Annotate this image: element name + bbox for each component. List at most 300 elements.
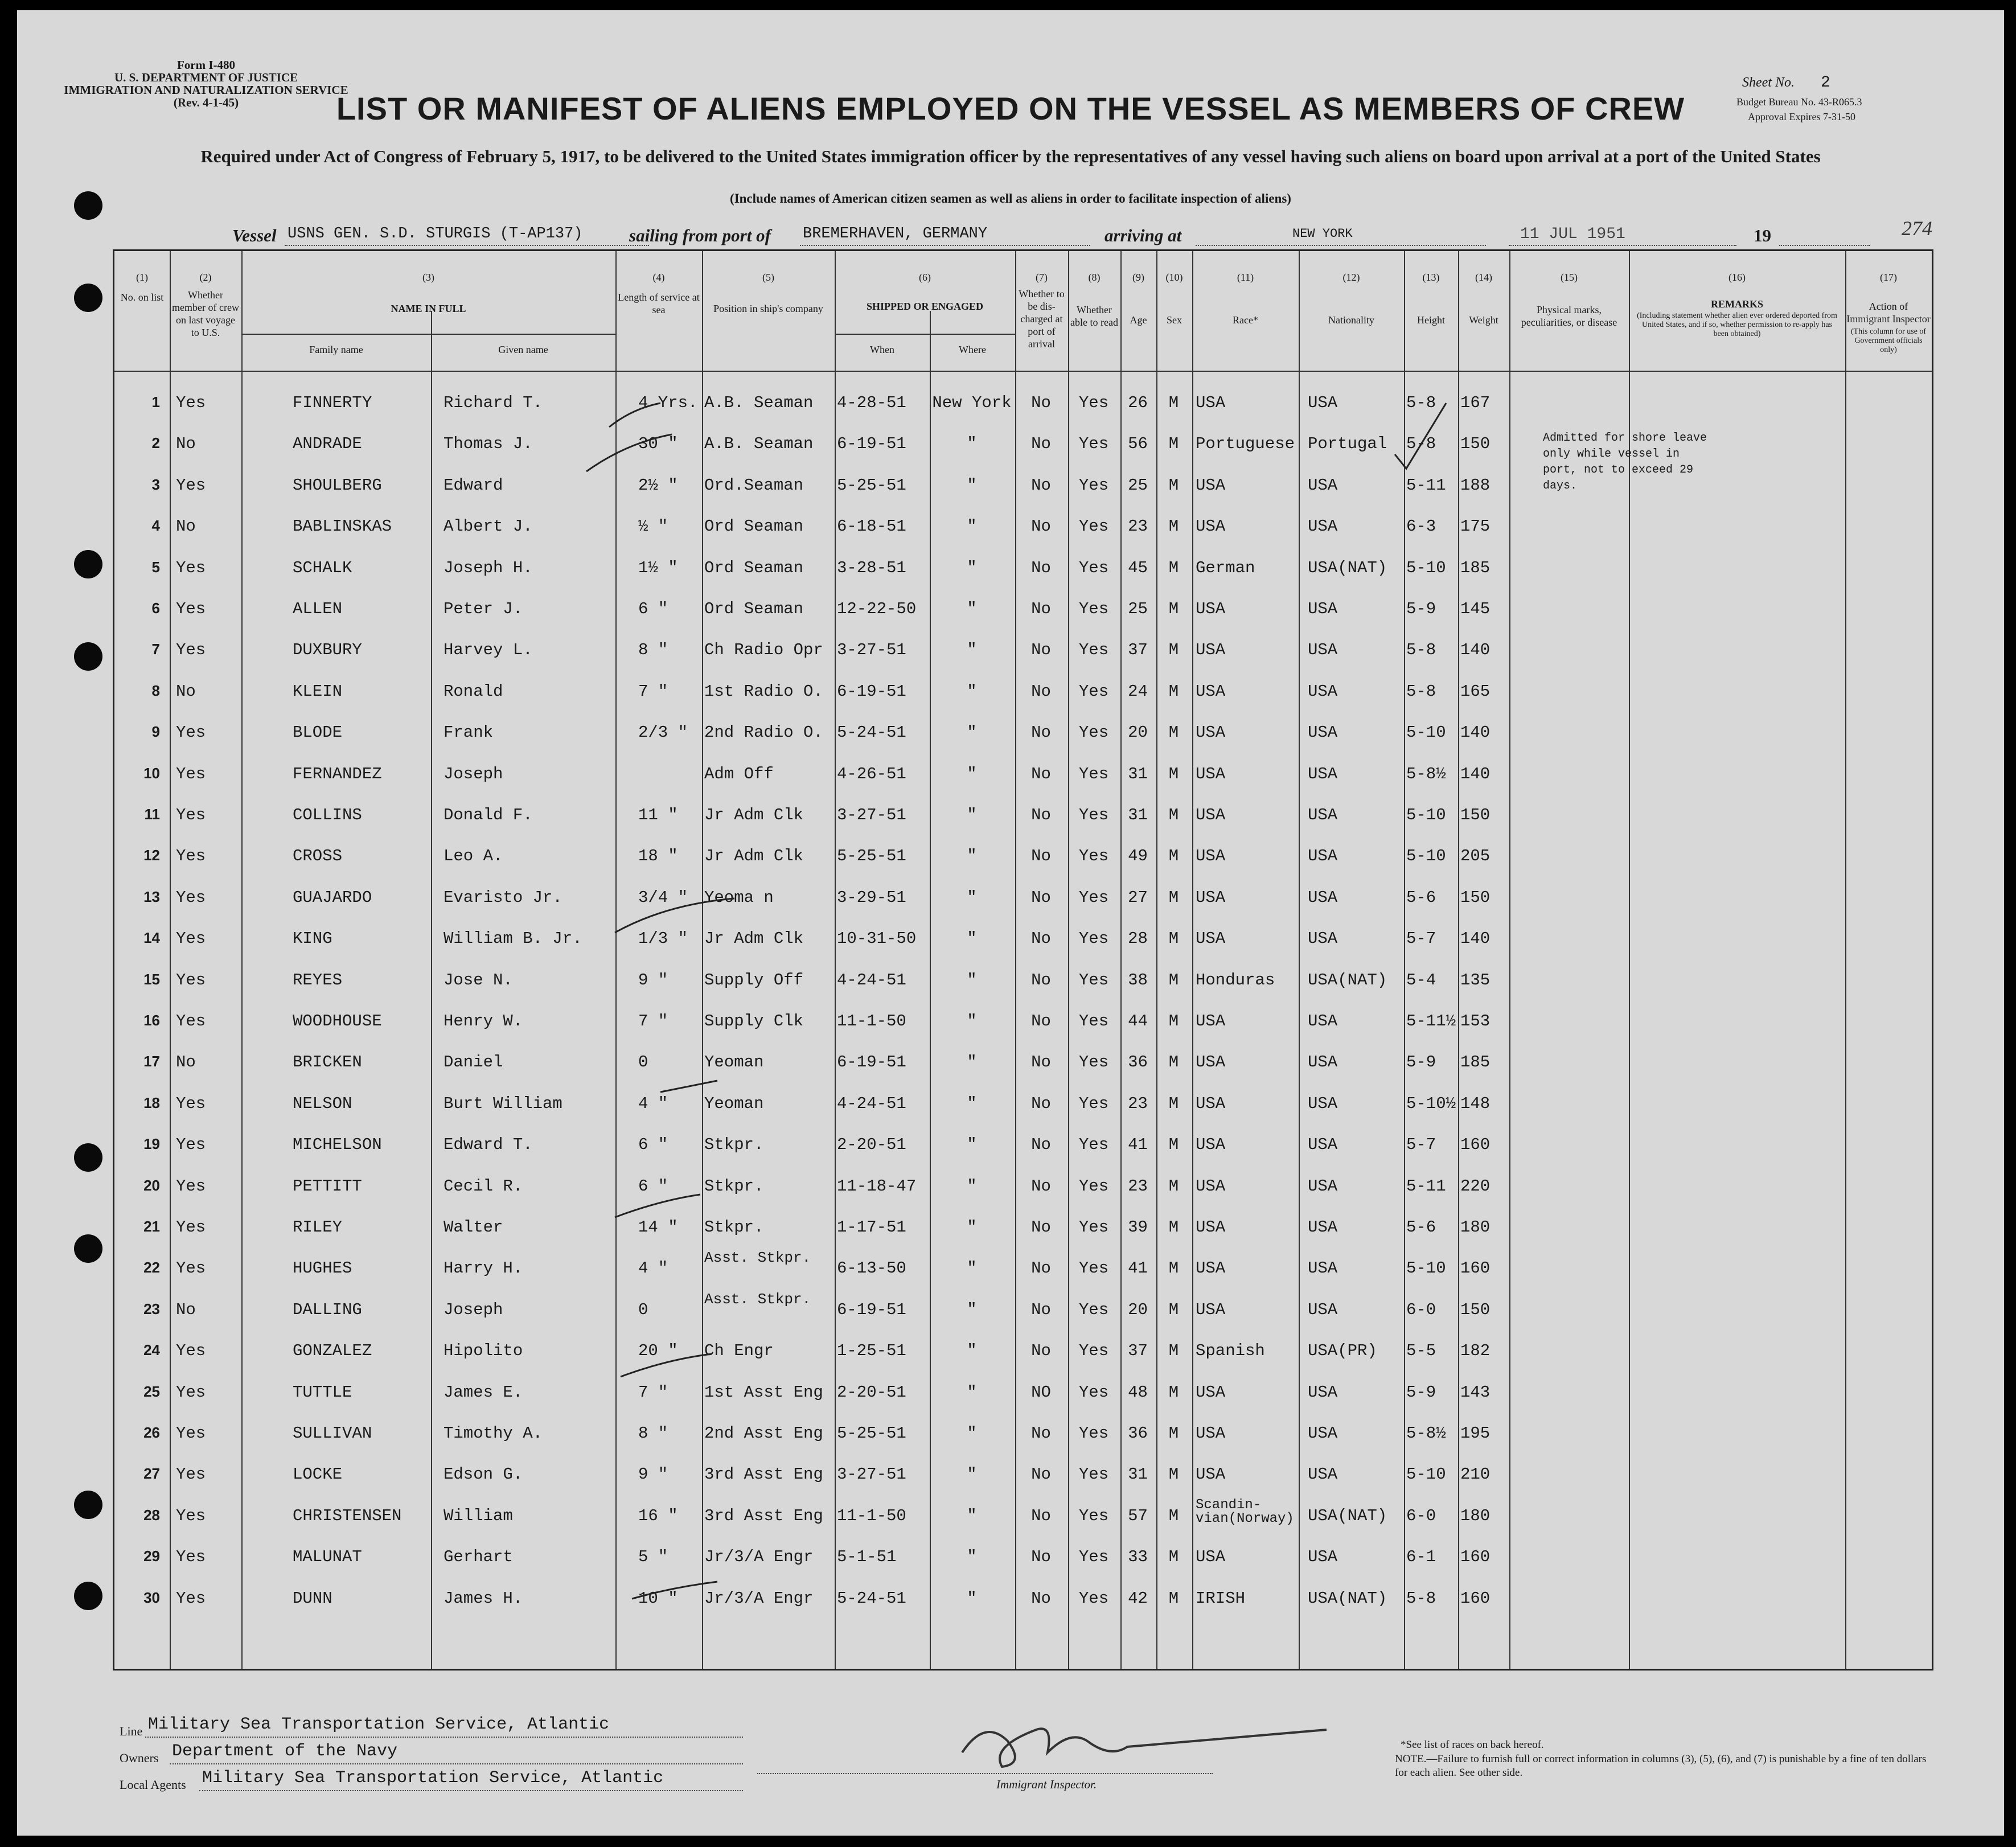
row-number: 3: [151, 475, 160, 493]
cell-age: 24: [1128, 682, 1148, 701]
cell-sex: M: [1168, 1589, 1179, 1608]
cell-race: Portuguese: [1196, 434, 1295, 454]
cell-where: ": [967, 847, 977, 866]
cell-nat: USA(NAT): [1308, 970, 1387, 990]
colnum: (14): [1475, 272, 1492, 283]
cell-family: BABLINSKAS: [293, 517, 392, 536]
cell-sex: M: [1168, 517, 1179, 536]
cell-weight: 140: [1460, 723, 1491, 742]
arriving-label: arriving at: [1105, 225, 1182, 245]
cell-nat: USA: [1308, 1094, 1338, 1113]
cell-where: ": [967, 929, 977, 949]
cell-sex: M: [1168, 1424, 1179, 1443]
cell-sex: M: [1168, 764, 1179, 783]
cell-height: 5-7: [1406, 1135, 1436, 1155]
approval-expires: Approval Expires 7-31-50: [1748, 111, 1855, 122]
sheet-label: Sheet No.: [1742, 75, 1795, 90]
cell-disch: No: [1031, 764, 1051, 783]
cell-prev: Yes: [176, 929, 206, 949]
cell-where: ": [967, 641, 977, 660]
cell-nat: USA: [1308, 1548, 1338, 1567]
cell-read: Yes: [1078, 1053, 1109, 1072]
cell-disch: No: [1031, 1218, 1051, 1237]
cell-sex: M: [1168, 1218, 1179, 1237]
cell-sex: M: [1168, 929, 1179, 949]
cell-given: Joseph: [444, 1300, 503, 1319]
cell-family: TUTTLE: [293, 1382, 352, 1402]
cell-prev: No: [176, 1300, 196, 1319]
row-number: 30: [143, 1589, 160, 1606]
cell-given: James H.: [444, 1589, 523, 1608]
cell-race: USA: [1196, 847, 1226, 866]
cell-weight: 185: [1460, 1053, 1491, 1072]
cell-age: 44: [1128, 1012, 1148, 1031]
cell-prev: No: [176, 517, 196, 536]
cell-height: 5-10: [1406, 847, 1446, 866]
form-number: Form I-480: [176, 58, 236, 72]
cell-prev: Yes: [176, 1259, 206, 1278]
cell-weight: 210: [1460, 1465, 1491, 1484]
cell-age: 25: [1128, 475, 1148, 495]
cell-disch: No: [1031, 847, 1051, 866]
cell-position: Supply Off: [704, 970, 804, 990]
row-number: 27: [143, 1465, 160, 1483]
colnum: (16): [1728, 272, 1746, 283]
row-number: 15: [143, 970, 160, 988]
cell-read: Yes: [1078, 1218, 1109, 1237]
cell-height: 5-5: [1406, 1341, 1436, 1361]
cell-disch: No: [1031, 1589, 1051, 1608]
cell-nat: USA: [1308, 764, 1338, 783]
cell-sex: M: [1168, 600, 1179, 618]
line-label: Line: [120, 1724, 143, 1738]
header-race: Race*: [1233, 314, 1258, 326]
cell-race: USA: [1196, 641, 1226, 660]
cell-age: 56: [1128, 434, 1148, 454]
cell-family: FINNERTY: [293, 393, 372, 412]
cell-race: USA: [1196, 682, 1226, 701]
cell-given: Joseph: [444, 764, 503, 783]
cell-position: Jr Adm Clk: [704, 929, 804, 949]
cell-race: USA: [1196, 517, 1226, 536]
cell-weight: 185: [1460, 558, 1491, 577]
cell-nat: USA: [1308, 393, 1338, 412]
cell-height: 5-7: [1406, 929, 1436, 949]
header-height: Height: [1417, 314, 1445, 326]
cell-weight: 205: [1460, 847, 1491, 866]
cell-prev: Yes: [176, 558, 206, 577]
cell-service: 6 ": [638, 1176, 668, 1196]
cell-disch: No: [1031, 682, 1051, 701]
cell-nat: USA: [1308, 847, 1338, 866]
cell-race: USA: [1196, 1424, 1226, 1443]
cell-weight: 160: [1460, 1589, 1491, 1608]
cell-age: 49: [1128, 847, 1148, 866]
cell-sex: M: [1168, 1300, 1179, 1319]
sheet-value: 2: [1820, 74, 1830, 92]
cell-height: 5-6: [1406, 888, 1436, 907]
cell-age: 23: [1128, 1094, 1148, 1113]
cell-prev: Yes: [176, 1135, 206, 1155]
colnum: (5): [762, 272, 774, 283]
cell-family: HUGHES: [293, 1259, 352, 1278]
cell-height: 5-11: [1406, 475, 1446, 495]
cell-family: DUNN: [293, 1589, 332, 1608]
cell-disch: No: [1031, 929, 1051, 949]
cell-race: IRISH: [1196, 1589, 1246, 1608]
cell-age: 45: [1128, 558, 1148, 577]
cell-position: Ch Engr: [704, 1341, 774, 1361]
cell-service: 0: [638, 1300, 648, 1319]
cell-height: 5-8: [1406, 1589, 1436, 1608]
cell-when: 2-20-51: [837, 1382, 906, 1402]
cell-disch: No: [1031, 641, 1051, 660]
row-number: 28: [143, 1506, 160, 1524]
cell-service: 4 Yrs.: [638, 393, 698, 412]
cell-height: 5-8: [1406, 393, 1436, 412]
cell-family: CHRISTENSEN: [293, 1506, 402, 1525]
cell-when: 5-1-51: [837, 1548, 897, 1567]
cell-disch: No: [1031, 1012, 1051, 1031]
cell-weight: 150: [1460, 434, 1491, 454]
cell-where: ": [967, 1094, 977, 1113]
cell-weight: 220: [1460, 1176, 1491, 1196]
cell-age: 20: [1128, 723, 1148, 742]
cell-height: 5-9: [1406, 1053, 1436, 1072]
cell-nat: USA: [1308, 806, 1338, 824]
cell-prev: Yes: [176, 970, 206, 990]
row-number: 17: [143, 1053, 160, 1070]
cell-when: 6-19-51: [837, 682, 906, 701]
cell-given: Thomas J.: [444, 434, 533, 454]
header-given-name: Given name: [498, 344, 548, 355]
cell-nat: USA(PR): [1308, 1341, 1377, 1361]
cell-family: DALLING: [293, 1300, 362, 1319]
cell-age: 41: [1128, 1135, 1148, 1155]
row-number: 14: [143, 929, 160, 947]
row-number: 19: [143, 1135, 160, 1153]
cell-read: Yes: [1078, 764, 1109, 783]
cell-disch: No: [1031, 888, 1051, 907]
cell-prev: Yes: [176, 1589, 206, 1608]
cell-disch: No: [1031, 1094, 1051, 1113]
cell-family: DUXBURY: [293, 641, 362, 660]
cell-prev: No: [176, 682, 196, 701]
cell-where: New York: [932, 393, 1012, 412]
colnum: (12): [1342, 272, 1360, 283]
cell-given: Edward: [444, 475, 503, 495]
row-number: 5: [151, 558, 160, 576]
cell-weight: 153: [1460, 1012, 1491, 1031]
cell-height: 5-8: [1406, 641, 1436, 660]
cell-age: 23: [1128, 1176, 1148, 1196]
cell-where: ": [967, 1424, 977, 1443]
cell-position: Ch Radio Opr: [704, 641, 823, 660]
cell-prev: Yes: [176, 847, 206, 866]
cell-race: USA: [1196, 1300, 1226, 1319]
cell-sex: M: [1168, 888, 1179, 907]
cell-where: ": [967, 1176, 977, 1196]
cell-sex: M: [1168, 1259, 1179, 1278]
cell-race: Honduras: [1196, 970, 1275, 990]
inspector-label: Immigrant Inspector.: [996, 1778, 1097, 1791]
cell-race: Scandin-vian(Norway): [1196, 1498, 1294, 1526]
cell-given: Cecil R.: [444, 1176, 523, 1196]
cell-family: RILEY: [293, 1218, 343, 1237]
colnum: (10): [1165, 272, 1183, 283]
cell-height: 5-8½: [1406, 764, 1446, 783]
cell-race: USA: [1196, 1176, 1226, 1196]
owners-label: Owners: [120, 1751, 159, 1765]
cell-weight: 148: [1460, 1094, 1491, 1113]
cell-age: 31: [1128, 764, 1148, 783]
cell-when: 6-19-51: [837, 434, 906, 454]
races-note: *See list of races on back hereof.: [1401, 1739, 1544, 1751]
cell-sex: M: [1168, 1341, 1179, 1361]
cell-when: 11-1-50: [837, 1012, 906, 1031]
header-action-sub: (This column for use of Government officials only): [1850, 327, 1927, 354]
header-no: No. on list: [120, 292, 164, 303]
cell-read: Yes: [1078, 1548, 1109, 1567]
cell-family: CROSS: [293, 847, 343, 866]
cell-read: Yes: [1078, 517, 1109, 536]
department: U. S. DEPARTMENT OF JUSTICE: [114, 71, 298, 84]
cell-age: 37: [1128, 1341, 1148, 1361]
cell-race: USA: [1196, 393, 1226, 412]
cell-age: 38: [1128, 970, 1148, 990]
cell-where: ": [967, 888, 977, 907]
cell-where: ": [967, 1300, 977, 1319]
cell-sex: M: [1168, 1506, 1179, 1525]
cell-weight: 180: [1460, 1218, 1491, 1237]
header-sex: Sex: [1167, 314, 1182, 326]
cell-where: ": [967, 1218, 977, 1237]
cell-sex: M: [1168, 641, 1179, 660]
cell-race: USA: [1196, 764, 1226, 783]
cell-age: 31: [1128, 1465, 1148, 1484]
cell-given: Joseph H.: [444, 558, 533, 577]
cell-prev: Yes: [176, 1465, 206, 1484]
cell-position: Supply Clk: [704, 1012, 804, 1031]
cell-nat: USA: [1308, 1053, 1338, 1072]
cell-service: 4 ": [638, 1094, 668, 1113]
cell-read: Yes: [1078, 847, 1109, 866]
cell-service: 9 ": [638, 970, 668, 990]
cell-sex: M: [1168, 1135, 1179, 1155]
year-label: 19: [1754, 225, 1771, 245]
cell-weight: 160: [1460, 1548, 1491, 1567]
cell-family: SCHALK: [293, 558, 352, 577]
cell-service: 8 ": [638, 1424, 668, 1443]
cell-position: Yeoman: [704, 1053, 764, 1072]
cell-read: Yes: [1078, 1424, 1109, 1443]
cell-disch: No: [1031, 558, 1051, 577]
cell-service: 11 ": [638, 806, 678, 824]
cell-weight: 150: [1460, 806, 1491, 824]
cell-family: BLODE: [293, 723, 343, 742]
cell-when: 1-17-51: [837, 1218, 906, 1237]
cell-position: Stkpr.: [704, 1218, 764, 1237]
cell-sex: M: [1168, 1176, 1179, 1196]
cell-race: German: [1196, 558, 1255, 577]
cell-age: 23: [1128, 517, 1148, 536]
colnum: (3): [422, 272, 434, 283]
cell-read: Yes: [1078, 1589, 1109, 1608]
cell-nat: USA: [1308, 1176, 1338, 1196]
cell-prev: No: [176, 434, 196, 454]
cell-family: WOODHOUSE: [293, 1012, 382, 1031]
cell-given: Evaristo Jr.: [444, 888, 562, 907]
cell-given: Harry H.: [444, 1259, 523, 1278]
cell-age: 37: [1128, 641, 1148, 660]
cell-service: 18 ": [638, 847, 678, 866]
cell-family: REYES: [293, 970, 343, 990]
row-number: 6: [151, 600, 160, 617]
colnum: (7): [1036, 272, 1048, 283]
cell-nat: USA: [1308, 1012, 1338, 1031]
cell-family: KING: [293, 929, 332, 949]
header-family-name: Family name: [309, 344, 363, 355]
cell-read: Yes: [1078, 1135, 1109, 1155]
cell-family: BRICKEN: [293, 1053, 362, 1072]
cell-when: 5-24-51: [837, 1589, 906, 1608]
cell-race: Spanish: [1196, 1341, 1265, 1361]
cell-race: USA: [1196, 1094, 1226, 1113]
cell-given: Gerhart: [444, 1548, 513, 1567]
cell-read: Yes: [1078, 929, 1109, 949]
cell-family: PETTITT: [293, 1176, 362, 1196]
cell-height: 5-8: [1406, 434, 1436, 454]
cell-age: 20: [1128, 1300, 1148, 1319]
cell-position: 2nd Asst Eng: [704, 1424, 823, 1443]
cell-read: Yes: [1078, 888, 1109, 907]
cell-height: 5-9: [1406, 1382, 1436, 1402]
cell-family: COLLINS: [293, 806, 362, 824]
cell-height: 5-10: [1406, 1259, 1446, 1278]
vessel-name: USNS GEN. S.D. STURGIS (T-AP137): [288, 225, 583, 243]
cell-where: ": [967, 806, 977, 824]
cell-family: ANDRADE: [293, 434, 362, 454]
cell-disch: No: [1031, 1176, 1051, 1196]
cell-sex: M: [1168, 1012, 1179, 1031]
sailing-label: sailing from port of: [629, 225, 771, 245]
cell-age: 26: [1128, 393, 1148, 412]
cell-age: 33: [1128, 1548, 1148, 1567]
cell-position: Ord.Seaman: [704, 475, 804, 495]
cell-position: Yeoman: [704, 1094, 764, 1113]
cell-where: ": [967, 1382, 977, 1402]
cell-position: 1st Radio O.: [704, 682, 823, 701]
service-name: IMMIGRATION AND NATURALIZATION SERVICE: [64, 83, 348, 97]
cell-position: Yeoma n: [704, 888, 774, 907]
owners-value: Department of the Navy: [172, 1742, 398, 1761]
cell-read: Yes: [1078, 600, 1109, 618]
cell-service: ½ ": [638, 517, 668, 536]
cell-service: 5 ": [638, 1548, 668, 1567]
penalty-note: NOTE.—Failure to furnish full or correct information in columns (3), (5), (6), and (7) is punishable by a fine of ten dollars for each alien. See other side.: [1395, 1753, 1927, 1779]
cell-family: NELSON: [293, 1094, 352, 1113]
required-text: Required under Act of Congress of February 5, 1917, to be delivered to the United States immigration officer by the representatives of any vessel having such aliens on board upon arrival at a port of the United States: [200, 146, 1821, 166]
cell-where: ": [967, 1053, 977, 1072]
cell-nat: USA: [1308, 1259, 1338, 1278]
cell-prev: Yes: [176, 641, 206, 660]
cell-prev: Yes: [176, 393, 206, 412]
cell-disch: No: [1031, 1300, 1051, 1319]
cell-read: Yes: [1078, 1341, 1109, 1361]
cell-sex: M: [1168, 723, 1179, 742]
row-number: 26: [143, 1424, 160, 1441]
row-number: 22: [143, 1259, 160, 1277]
header-discharged: Whether to be dis-charged at port of arrival: [1019, 288, 1065, 350]
cell-given: William B. Jr.: [444, 929, 582, 949]
cell-read: Yes: [1078, 434, 1109, 454]
header-position: Position in ship's company: [713, 303, 823, 314]
row-number: 24: [143, 1341, 160, 1359]
row-number: 16: [143, 1012, 160, 1029]
inspector-signature: [939, 1707, 1338, 1775]
header-able-read: Whether able to read: [1070, 304, 1118, 328]
cell-service: 2/3 ": [638, 723, 688, 742]
cell-position: Stkpr.: [704, 1135, 764, 1155]
cell-where: ": [967, 600, 977, 618]
cell-when: 2-20-51: [837, 1135, 906, 1155]
cell-weight: 180: [1460, 1506, 1491, 1525]
agents-label: Local Agents: [120, 1778, 186, 1792]
cell-family: FERNANDEZ: [293, 764, 382, 783]
row-number: 9: [151, 723, 160, 741]
page-title: LIST OR MANIFEST OF ALIENS EMPLOYED ON THE VESSEL AS MEMBERS OF CREW: [336, 91, 1685, 126]
cell-prev: Yes: [176, 475, 206, 495]
cell-position: Ord Seaman: [704, 517, 804, 536]
cell-age: 31: [1128, 806, 1148, 824]
header-physical: Physical marks, peculiarities, or disease: [1521, 304, 1617, 328]
cell-height: 5-10: [1406, 806, 1446, 824]
cell-disch: No: [1031, 1548, 1051, 1567]
cell-position: Ord Seaman: [704, 600, 804, 618]
cell-given: Peter J.: [444, 600, 523, 618]
cell-weight: 175: [1460, 517, 1491, 536]
row-number: 21: [143, 1218, 160, 1235]
cell-when: 11-18-47: [837, 1176, 917, 1196]
cell-weight: 150: [1460, 888, 1491, 907]
cell-disch: No: [1031, 1506, 1051, 1525]
cell-when: 6-13-50: [837, 1259, 906, 1278]
cell-position: Asst. Stkpr.: [704, 1251, 811, 1265]
cell-position: 1st Asst Eng: [704, 1382, 823, 1402]
cell-disch: No: [1031, 1424, 1051, 1443]
cell-service: 6 ": [638, 600, 668, 618]
cell-nat: USA: [1308, 1135, 1338, 1155]
cell-where: ": [967, 764, 977, 783]
cell-age: 28: [1128, 929, 1148, 949]
cell-race: USA: [1196, 1135, 1226, 1155]
cell-when: 3-29-51: [837, 888, 906, 907]
cell-service: 7 ": [638, 1382, 668, 1402]
cell-height: 5-10½: [1406, 1094, 1456, 1113]
arrival-date-stamp: 11 JUL 1951: [1520, 225, 1625, 243]
cell-age: 36: [1128, 1053, 1148, 1072]
cell-weight: 140: [1460, 929, 1491, 949]
row-number: 8: [151, 682, 160, 699]
row-number: 1: [151, 393, 160, 411]
cell-nat: USA: [1308, 682, 1338, 701]
cell-service: 4 ": [638, 1259, 668, 1278]
cell-sex: M: [1168, 1094, 1179, 1113]
header-remarks-sub: (Including statement whether alien ever ordered deported from United States, and if so, whether permission to re-apply has been obtained): [1637, 311, 1837, 338]
cell-service: 2½ ": [638, 475, 678, 495]
row-number: 2: [151, 434, 160, 452]
cell-when: 3-28-51: [837, 558, 906, 577]
